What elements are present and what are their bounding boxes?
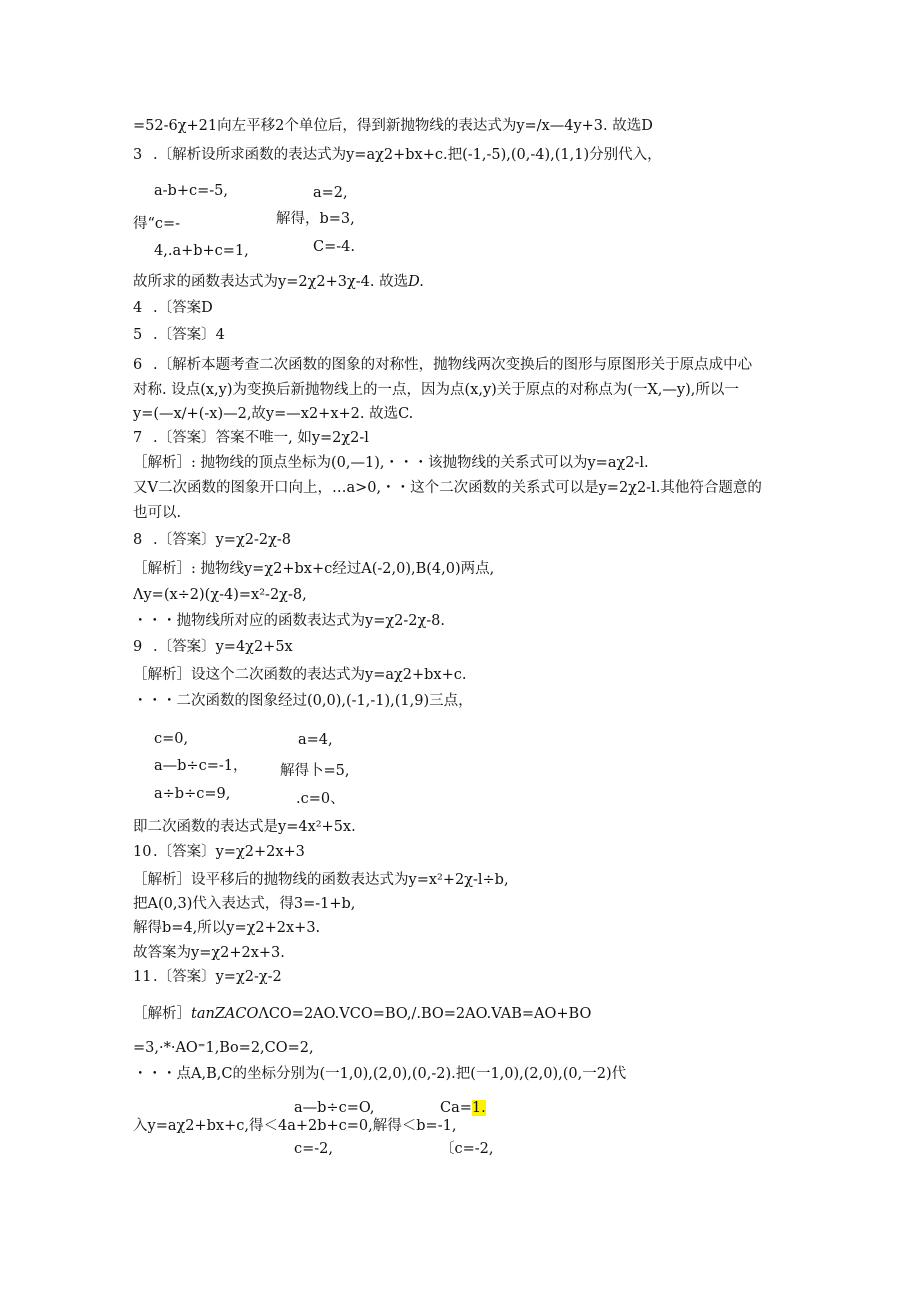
text-line: ［解析］: 抛物线y=χ2+bx+c经过A(-2,0),B(4,0)两点,	[133, 561, 495, 577]
text-span: tanZACO	[191, 1006, 259, 1022]
text-line: 把A(0,3)代入表达式，得3=-1+b,	[133, 896, 356, 912]
text-line: y=(—x∕+(-x)—2,故y=—x2+x+2. 故选C.	[133, 406, 414, 422]
item-4-line	[133, 299, 213, 317]
text-span: .〔答案〕y=χ2-2χ-8	[153, 532, 291, 548]
system-right-row: a=4,	[298, 732, 333, 748]
item-number: 8	[133, 532, 143, 548]
highlighted-text: 1.	[471, 1100, 486, 1116]
item-10-line	[133, 843, 305, 861]
text-span: 故所求的函数表达式为y=2χ2+3χ-4. 故选	[133, 274, 409, 290]
text-span: .〔答案D	[153, 300, 213, 316]
system-left-row: a÷b÷c=9,	[154, 786, 231, 802]
text-line: 故答案为y=χ2+2x+3.	[133, 945, 285, 961]
text-line: 也可以.	[133, 505, 182, 521]
system-row: a—b÷c=O,	[294, 1100, 375, 1116]
text-span: Ca=	[440, 1100, 472, 1116]
system-left-row: a-b+c=-5,	[154, 183, 228, 199]
text-line: ［解析］: 抛物线的顶点坐标为(0,—1),・・・该抛物线的关系式可以为y=aχ2-l.	[133, 455, 649, 471]
system-right-row: C=-4.	[313, 239, 355, 255]
system-left-row: c=0,	[154, 731, 189, 747]
system-row: 〔c=-2,	[440, 1141, 494, 1157]
item-5-line	[133, 326, 225, 344]
text-line: Λy=(x÷2)(χ-4)=x²-2χ-8,	[133, 587, 307, 603]
item-11-line	[133, 968, 282, 986]
text-span: .〔解析本题考查二次函数的图象的对称性，抛物线两次变换后的图形与原图形关于原点成中心	[153, 357, 753, 373]
system-right-row: 解得，b=3,	[276, 211, 355, 227]
text-line: ・・・点A,B,C的坐标分别为(一1,0),(2,0),(0,-2).把(一1,0),(2,0),(0,一2)代	[133, 1066, 627, 1082]
item-number: 3	[133, 147, 143, 163]
item-number: 5	[133, 327, 143, 343]
system-left-row: 得“c=-	[133, 216, 181, 232]
text-span: ΛCO=2AO.VCO=BO,/.BO=2AO.VAB=AO+BO	[258, 1006, 592, 1022]
text-line: ・・・抛物线所对应的函数表达式为y=χ2-2χ-8.	[133, 613, 445, 629]
item-8-line	[133, 531, 291, 549]
system-right-row: a=2,	[313, 185, 348, 201]
item-number: 6	[133, 357, 143, 373]
item-number: 10	[133, 844, 152, 860]
system-left-row: 4,.a+b+c=1,	[154, 243, 249, 259]
text-span: ［解析］	[133, 1006, 191, 1022]
text-line: ［解析］设平移后的抛物线的函数表达式为y=x²+2χ-l÷b,	[133, 872, 509, 888]
item-7-line	[133, 429, 369, 447]
system-row	[440, 1099, 486, 1117]
text-line	[133, 273, 424, 291]
item-9-line	[133, 638, 293, 656]
item-number: 11	[133, 969, 152, 985]
text-line: ・・・二次函数的图象经过(0,0),(-1,-1),(1,9)三点，	[133, 693, 473, 709]
text-span: D.	[408, 274, 424, 290]
item-number: 9	[133, 639, 143, 655]
text-line	[133, 1005, 591, 1023]
text-line: ［解析］设这个二次函数的表达式为y=aχ2+bx+c.	[133, 667, 467, 683]
text-line: 即二次函数的表达式是y=4x²+5x.	[133, 819, 356, 835]
item-number: 7	[133, 430, 143, 446]
text-line: =52-6χ+21向左平移2个单位后，得到新抛物线的表达式为y=/x—4y+3. 故选D	[133, 118, 653, 134]
system-row: c=-2,	[294, 1141, 334, 1157]
text-span: .〔答案〕y=χ2-χ-2	[153, 969, 282, 985]
system-left-row: a—b÷c=-1，	[154, 758, 248, 774]
text-span: .〔答案〕y=4χ2+5x	[153, 639, 293, 655]
text-line: 又V二次函数的图象开口向上，…a>0,・・这个二次函数的关系式可以是y=2χ2-l.其他符合题意的	[133, 480, 762, 496]
text-line: 入y=aχ2+bx+c,得＜4a+2b+c=0,解得＜b=-1,	[133, 1118, 457, 1134]
item-3-line	[133, 146, 662, 164]
item-6-line	[133, 356, 752, 374]
text-span: .〔答案〕y=χ2+2x+3	[153, 844, 305, 860]
system-right-row: 解得卜=5,	[280, 763, 350, 779]
text-line: 解得b=4,所以y=χ2+2x+3.	[133, 920, 321, 936]
text-span: .〔答案〕4	[153, 327, 225, 343]
text-span: .〔解析设所求函数的表达式为y=aχ2+bx+c.把(-1,-5),(0,-4),(1,1)分别代入，	[153, 147, 662, 163]
item-number: 4	[133, 300, 143, 316]
text-span: .〔答案〕答案不唯一, 如y=2χ2-l	[153, 430, 369, 446]
system-right-row: .c=0、	[296, 791, 345, 807]
text-line: 对称. 设点(x,y)为变换后新抛物线上的一点，因为点(x,y)关于原点的对称点为(一X,—y),所以一	[133, 382, 739, 398]
text-line: =3,·*·AO⁼1,Bo=2,CO=2,	[133, 1040, 314, 1056]
